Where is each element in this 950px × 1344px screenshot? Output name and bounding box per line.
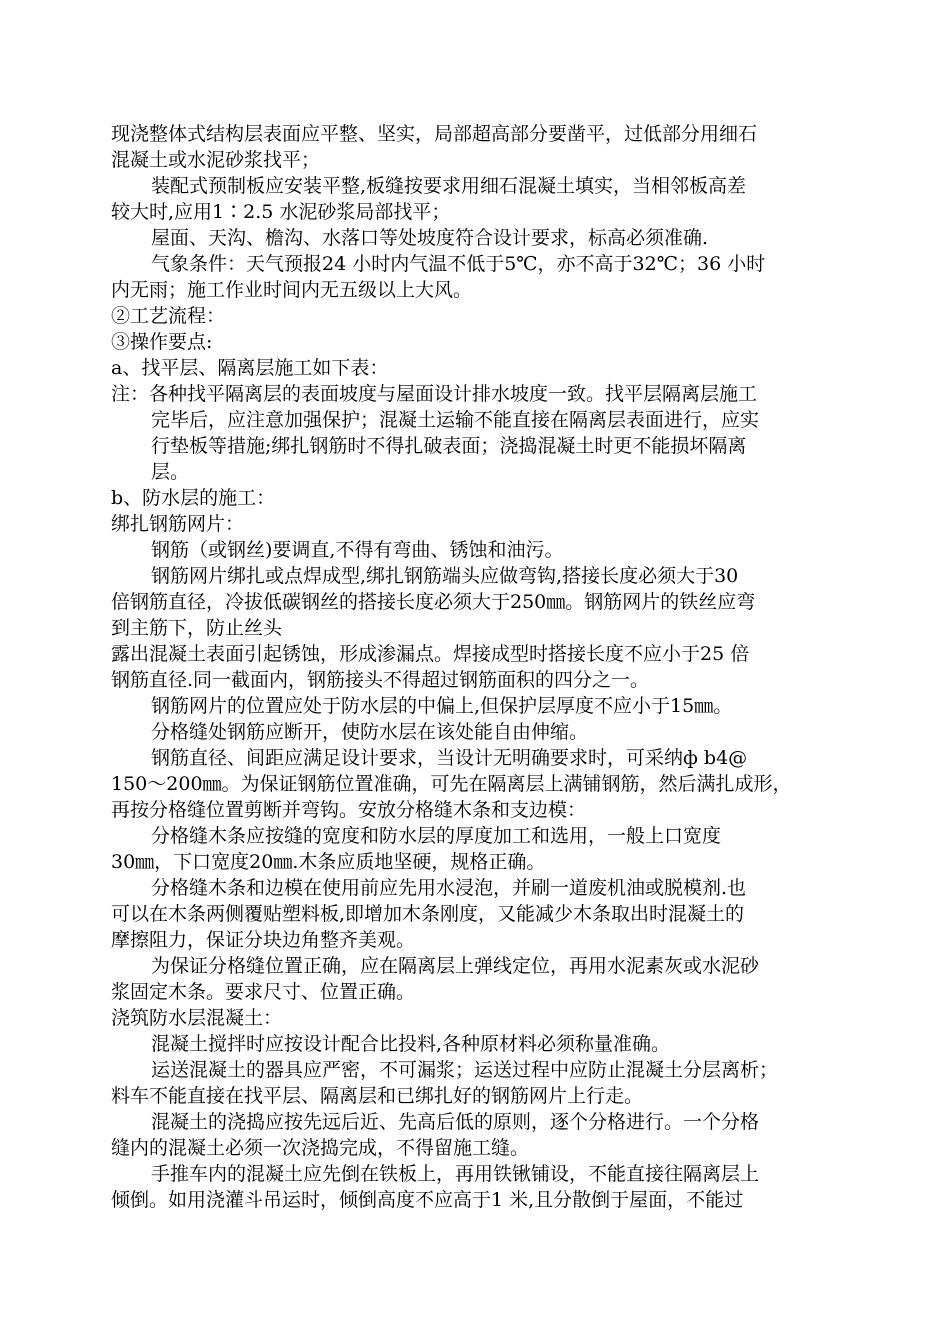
text-line: 分格缝木条和边模在使用前应先用水浸泡，并刷一道废机油或脱模剂.也 — [151, 877, 747, 899]
text-line: 浆固定木条。要求尺寸、位置正确。 — [111, 981, 416, 1003]
text-line: 料车不能直接在找平层、隔离层和已绑扎好的钢筋网片上行走。 — [111, 1085, 644, 1107]
note-line: 注：各种找平隔离层的表面坡度与屋面设计排水坡度一致。找平层隔离层施工 — [111, 383, 758, 405]
text-line: 混凝土或水泥砂浆找平； — [111, 149, 321, 171]
text-line: 装配式预制板应安装平整,板缝按要求用细石混凝土填实，当相邻板高差 — [151, 175, 747, 197]
text-line: 钢筋网片的位置应处于防水层的中偏上,但保护层厚度不应小于15㎜。 — [151, 695, 733, 717]
section-heading: ③操作要点: — [111, 331, 213, 353]
text-line: 分格缝处钢筋应断开，使防水层在该处能自由伸缩。 — [151, 721, 589, 743]
text-line: 混凝土搅拌时应按设计配合比投料,各种原材料必须称量准确。 — [151, 1033, 671, 1055]
text-line: 倍钢筋直径，冷拔低碳钢丝的搭接长度必须大于250㎜。钢筋网片的铁丝应弯 — [111, 591, 756, 613]
subsection-heading: 绑扎钢筋网片： — [111, 513, 245, 535]
text-line: 混凝土的浇捣应按先远后近、先高后低的原则，逐个分格进行。一个分格 — [151, 1111, 760, 1133]
text-line: 内无雨；施工作业时间内无五级以上大风。 — [111, 279, 473, 301]
note-line: 完毕后，应注意加强保护；混凝土运输不能直接在隔离层表面进行，应实 — [151, 409, 760, 431]
note-line: 行垫板等措施;绑扎钢筋时不得扎破表面；浇捣混凝土时更不能损坏隔离 — [151, 435, 747, 457]
subsection-heading: a、找平层、隔离层施工如下表： — [111, 357, 389, 379]
text-line: 露出混凝土表面引起锈蚀，形成渗漏点。焊接成型时搭接长度不应小于25 倍 — [111, 643, 750, 665]
section-heading: ②工艺流程： — [111, 305, 226, 327]
text-line: 钢筋直径.同一截面内，钢筋接头不得超过钢筋面积的四分之一。 — [111, 669, 650, 691]
text-line: 再按分格缝位置剪断并弯钩。安放分格缝木条和支边模： — [111, 799, 587, 821]
text-line: 现浇整体式结构层表面应平整、坚实，局部超高部分要凿平，过低部分用细石 — [111, 123, 758, 145]
note-line: 层。 — [151, 461, 190, 483]
text-line: 倾倒。如用浇灌斗吊运时，倾倒高度不应高于1 米,且分散倒于屋面，不能过 — [111, 1189, 744, 1211]
text-line: 150～200㎜。为保证钢筋位置准确，可先在隔离层上满铺钢筋，然后满扎成形， — [111, 773, 792, 795]
text-line: 可以在木条两侧覆贴塑料板,即增加木条刚度，又能减少木条取出时混凝土的 — [111, 903, 745, 925]
text-line: 钢筋（或钢丝)要调直,不得有弯曲、锈蚀和油污。 — [151, 539, 564, 561]
text-line: 钢筋网片绑扎或点焊成型,绑扎钢筋端头应做弯钩,搭接长度必须大于30 — [151, 565, 739, 587]
text-line: 手推车内的混凝土应先倒在铁板上，再用铁锹铺设，不能直接往隔离层上 — [151, 1163, 760, 1185]
text-line: 分格缝木条应按缝的宽度和防水层的厚度加工和选用，一般上口宽度 — [151, 825, 722, 847]
text-line: 30㎜，下口宽度20㎜.木条应质地坚硬，规格正确。 — [111, 851, 546, 873]
text-line: 屋面、天沟、檐沟、水落口等处坡度符合设计要求，标高必须准确. — [151, 227, 709, 249]
text-line: 到主筋下，防止丝头 — [111, 617, 283, 639]
subsection-heading: 浇筑防水层混凝土： — [111, 1007, 283, 1029]
text-line: 较大时,应用1∶2.5 水泥砂浆局部找平； — [111, 201, 451, 223]
document-body — [111, 121, 891, 1213]
text-line: 气象条件：天气预报24 小时内气温不低于5℃，亦不高于32℃；36 小时 — [151, 253, 766, 275]
text-line: 钢筋直径、间距应满足设计要求，当设计无明确要求时，可采纳ф b4@ — [151, 747, 748, 769]
text-line: 运送混凝土的器具应严密，不可漏浆；运送过程中应防止混凝土分层离析； — [151, 1059, 779, 1081]
text-line: 缝内的混凝土必须一次浇捣完成，不得留施工缝。 — [111, 1137, 530, 1159]
text-line: 为保证分格缝位置正确，应在隔离层上弹线定位，再用水泥素灰或水泥砂 — [151, 955, 760, 977]
subsection-heading: b、防水层的施工： — [111, 487, 276, 509]
text-line: 摩擦阻力，保证分块边角整齐美观。 — [111, 929, 416, 951]
